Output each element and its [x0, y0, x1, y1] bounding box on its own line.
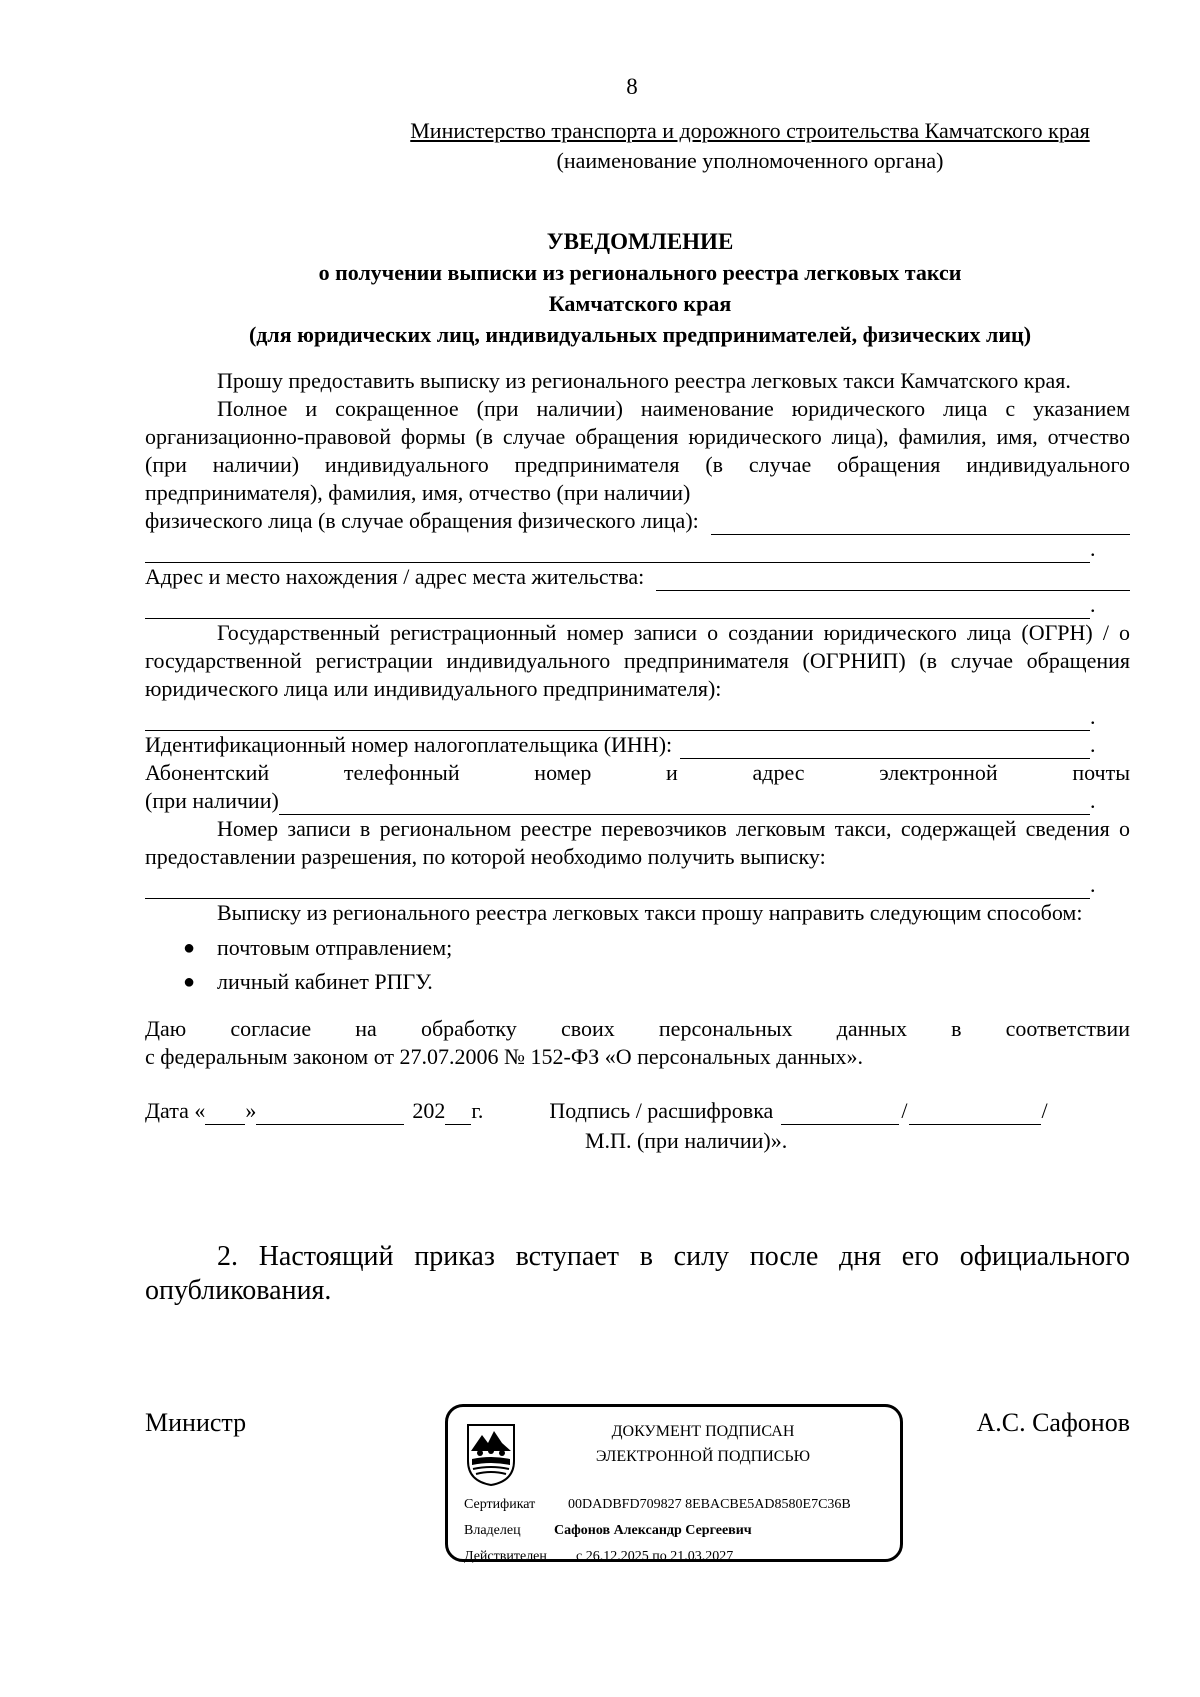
- signatory-position: Министр: [145, 1408, 247, 1437]
- applicant-name-label-tail: физического лица (в случае обращения физического лица):: [145, 508, 699, 533]
- delivery-method-label: Выписку из регионального реестра легковых такси прошу направить следующим способом:: [217, 900, 1083, 925]
- date-signature-row: Дата « » 202 г. Подпись / расшифровка / /: [145, 1098, 1048, 1123]
- inn-row: Идентификационный номер налогоплательщика (ИНН): .: [145, 732, 1096, 757]
- authority-block: [370, 116, 1130, 176]
- consent-text-tail: с федеральным законом от 27.07.2006 № 152-ФЗ «О персональных данных».: [145, 1044, 864, 1069]
- certificate-owner: Сафонов Александр Сергеевич: [554, 1523, 752, 1538]
- phone-label: Абонентский телефонный номер и адрес электронной почты: [145, 760, 1130, 785]
- signature-field[interactable]: [781, 1104, 899, 1125]
- ogrn-label: Государственный регистрационный номер записи о создании юридического лица (ОГРН) / о государственной регистрации индивидуального предпринимателя (ОГРНИП) (в случае обращения юридического лица или индивидуального предпринимателя):: [145, 620, 1130, 701]
- date-label: Дата «: [145, 1098, 206, 1123]
- bullet-icon: ●: [183, 937, 196, 959]
- record-number-label: Номер записи в региональном реестре перевозчиков легковым такси, содержащей сведения о предоставлении разрешения, по которой необходимо получить выписку:: [145, 816, 1130, 869]
- notice-heading: УВЕДОМЛЕНИЕ: [546, 229, 734, 254]
- signature-decoding-field[interactable]: [909, 1104, 1041, 1125]
- notice-subtitle-line-3: (для юридических лиц, индивидуальных предпринимателей, физических лиц): [248, 322, 1032, 347]
- seal-note: М.П. (при наличии)».: [585, 1128, 788, 1153]
- notice-subtitle-line-2: Камчатского края: [548, 291, 732, 316]
- address-label: Адрес и место нахождения / адрес места жительства:: [145, 564, 645, 589]
- date-year-field[interactable]: [445, 1104, 471, 1125]
- phone-row: (при наличии) .: [145, 788, 1096, 813]
- date-month-field[interactable]: [256, 1104, 404, 1125]
- signature-label: Подпись / расшифровка: [549, 1098, 774, 1123]
- e-signature-stamp: [445, 1404, 903, 1562]
- notice-title: [140, 226, 1140, 350]
- inn-field[interactable]: [680, 736, 1090, 759]
- phone-label-tail: (при наличии): [145, 788, 279, 813]
- stamp-certificate-row: Сертификат 00DADBFD709827 8EBACBE5AD8580E7C36B: [464, 1497, 851, 1512]
- address-field[interactable]: [656, 568, 1130, 591]
- applicant-name-field[interactable]: [711, 512, 1130, 535]
- authority-caption: (наименование уполномоченного органа): [556, 148, 944, 173]
- applicant-name-row: [145, 507, 1130, 535]
- certificate-number: 00DADBFD709827 8EBACBE5AD8580E7C36B: [568, 1497, 851, 1512]
- applicant-name-field-2[interactable]: [145, 540, 1090, 563]
- notice-subtitle-line-1: о получении выписки из регионального реестра легковых такси: [318, 260, 962, 285]
- address-line-2: .: [145, 591, 1130, 619]
- page-number: 8: [626, 74, 638, 99]
- address-field-2[interactable]: [145, 596, 1090, 619]
- address-row: [145, 563, 1130, 591]
- stamp-validity-row: Действителен с 26.12.2025 по 21.03.2027: [464, 1549, 734, 1564]
- request-paragraph: Прошу предоставить выписку из регионального реестра легковых такси Камчатского края.: [217, 368, 1071, 393]
- applicant-name-label: Полное и сокращенное (при наличии) наименование юридического лица с указанием организационно-правовой формы (в случае обращения юридического лица), фамилия, имя, отчество (при наличии) индивидуального предпринимателя (в случае обращения индивидуального предпринимателя), фамилия, имя, отчество (при наличии): [145, 396, 1130, 505]
- delivery-option-mail[interactable]: ● почтовым отправлением;: [145, 931, 1130, 965]
- ogrn-field[interactable]: [145, 708, 1090, 731]
- record-number-line: .: [145, 871, 1130, 899]
- authority-name: Министерство транспорта и дорожного строительства Камчатского края: [410, 118, 1090, 143]
- date-day-field[interactable]: [205, 1104, 245, 1125]
- kamchatka-coat-of-arms-icon: [466, 1423, 516, 1487]
- delivery-option-portal[interactable]: ● личный кабинет РПГУ.: [145, 965, 1130, 999]
- consent-text: Даю согласие на обработку своих персональных данных в соответствии: [145, 1016, 1130, 1041]
- bullet-icon: ●: [183, 971, 196, 993]
- record-number-field[interactable]: [145, 876, 1090, 899]
- stamp-owner-row: Владелец Сафонов Александр Сергеевич: [464, 1523, 752, 1538]
- signatory-name: А.С. Сафонов: [976, 1408, 1130, 1437]
- delivery-options: [145, 931, 1130, 999]
- applicant-name-line-2: .: [145, 535, 1130, 563]
- form-body: [145, 367, 1130, 1155]
- phone-email-field[interactable]: [279, 792, 1090, 815]
- ogrn-line: .: [145, 703, 1130, 731]
- certificate-validity: с 26.12.2025 по 21.03.2027: [576, 1549, 734, 1564]
- stamp-header: ДОКУМЕНТ ПОДПИСАН ЭЛЕКТРОННОЙ ПОДПИСЬЮ: [595, 1423, 811, 1465]
- order-clause: 2. Настоящий приказ вступает в силу после дня его официального опубликования.: [145, 1241, 1130, 1306]
- inn-label: Идентификационный номер налогоплательщика (ИНН):: [145, 732, 673, 757]
